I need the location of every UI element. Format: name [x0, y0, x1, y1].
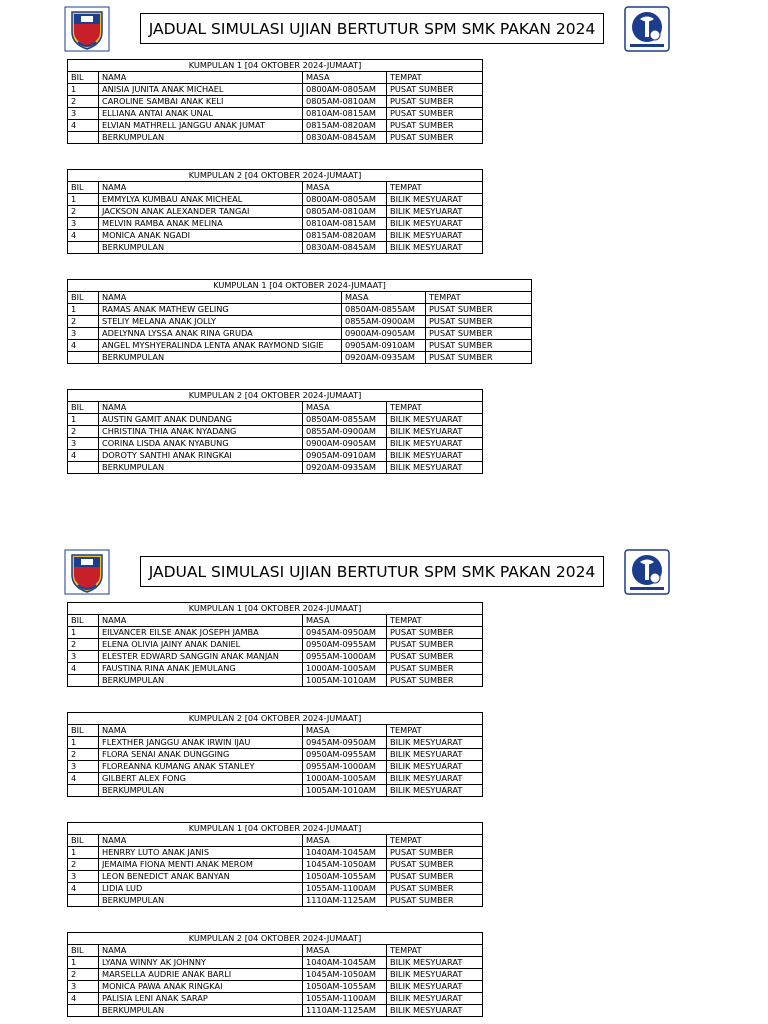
- table-cell: BILIK MESYUARAT: [387, 426, 483, 438]
- table-cell: FLOREANNA KUMANG ANAK STANLEY: [99, 761, 303, 773]
- table-row: [68, 108, 483, 120]
- table-cell: MELVIN RAMBA ANAK MELINA: [99, 218, 303, 230]
- column-header: MASA: [342, 292, 426, 304]
- table-row: [68, 969, 483, 981]
- column-header: NAMA: [99, 725, 303, 737]
- table-cell: PUSAT SUMBER: [387, 132, 483, 144]
- table-row: [68, 663, 483, 675]
- table-cell: PUSAT SUMBER: [387, 663, 483, 675]
- column-header: TEMPAT: [387, 945, 483, 957]
- table-cell: PUSAT SUMBER: [387, 859, 483, 871]
- table-cell: 2: [68, 206, 99, 218]
- table-cell: PUSAT SUMBER: [387, 895, 483, 907]
- table-cell: 0855AM-0900AM: [342, 316, 426, 328]
- table-header-row: [68, 402, 483, 414]
- table-cell: BILIK MESYUARAT: [387, 969, 483, 981]
- table-caption-row: [68, 280, 532, 292]
- table-header-row: [68, 725, 483, 737]
- column-header: TEMPAT: [387, 72, 483, 84]
- table-cell: 1: [68, 627, 99, 639]
- table-row: [68, 981, 483, 993]
- table-cell: 4: [68, 883, 99, 895]
- table-cell: 1000AM-1005AM: [303, 773, 387, 785]
- table-row: [68, 627, 483, 639]
- table-cell: ELESTER EDWARD SANGGIN ANAK MANJAN: [99, 651, 303, 663]
- table-cell: EILVANCER EILSE ANAK JOSEPH JAMBA: [99, 627, 303, 639]
- table-cell: PUSAT SUMBER: [387, 627, 483, 639]
- table-cell: [68, 1005, 99, 1017]
- column-header: BIL: [68, 292, 99, 304]
- table-caption: KUMPULAN 1 [04 OKTOBER 2024-JUMAAT]: [68, 60, 483, 72]
- table-caption-row: [68, 390, 483, 402]
- schedule-table: [67, 602, 483, 687]
- table-row: [68, 316, 532, 328]
- table-caption-row: [68, 933, 483, 945]
- table-cell: 1: [68, 84, 99, 96]
- table-cell: 0830AM-0845AM: [303, 132, 387, 144]
- table-cell: 0950AM-0955AM: [303, 749, 387, 761]
- table-cell: [68, 462, 99, 474]
- table-cell: 0950AM-0955AM: [303, 639, 387, 651]
- table-cell: EMMYLYA KUMBAU ANAK MICHEAL: [99, 194, 303, 206]
- table-cell: 4: [68, 450, 99, 462]
- table-cell: BILIK MESYUARAT: [387, 206, 483, 218]
- table-cell: BERKUMPULAN: [99, 675, 303, 687]
- table-cell: CHRISTINA THIA ANAK NYADANG: [99, 426, 303, 438]
- table-caption-row: [68, 60, 483, 72]
- table-row: [68, 206, 483, 218]
- table-cell: PUSAT SUMBER: [426, 316, 532, 328]
- table-row: [68, 737, 483, 749]
- column-header: TEMPAT: [426, 292, 532, 304]
- table-cell: 1005AM-1010AM: [303, 675, 387, 687]
- table-cell: JEMAIMA FIONA MENTI ANAK MEROM: [99, 859, 303, 871]
- table-caption: KUMPULAN 2 [04 OKTOBER 2024-JUMAAT]: [68, 170, 483, 182]
- column-header: BIL: [68, 945, 99, 957]
- table-cell: CORINA LISDA ANAK NYABUNG: [99, 438, 303, 450]
- table-cell: BERKUMPULAN: [99, 895, 303, 907]
- table-cell: 3: [68, 438, 99, 450]
- table-cell: BERKUMPULAN: [99, 352, 342, 364]
- table-cell: 2: [68, 96, 99, 108]
- column-header: BIL: [68, 182, 99, 194]
- table-cell: BILIK MESYUARAT: [387, 462, 483, 474]
- table-cell: BILIK MESYUARAT: [387, 1005, 483, 1017]
- table-cell: BILIK MESYUARAT: [387, 761, 483, 773]
- table-caption: KUMPULAN 1 [04 OKTOBER 2024-JUMAAT]: [68, 280, 532, 292]
- table-cell: 3: [68, 218, 99, 230]
- table-cell: PUSAT SUMBER: [387, 96, 483, 108]
- table-row: [68, 438, 483, 450]
- table-cell: 0800AM-0805AM: [303, 194, 387, 206]
- table-cell: HENRRY LUTO ANAK JANIS: [99, 847, 303, 859]
- table-cell: ELLIANA ANTAI ANAK UNAL: [99, 108, 303, 120]
- table-cell: ELVIAN MATHRELL JANGGU ANAK JUMAT: [99, 120, 303, 132]
- table-cell: 0905AM-0910AM: [342, 340, 426, 352]
- table-row: [68, 328, 532, 340]
- schedule-table: [67, 932, 483, 1017]
- table-cell: MONICA PAWA ANAK RINGKAI: [99, 981, 303, 993]
- table-cell: BILIK MESYUARAT: [387, 242, 483, 254]
- table-header-row: [68, 615, 483, 627]
- table-cell: 2: [68, 316, 99, 328]
- table-cell: 1000AM-1005AM: [303, 663, 387, 675]
- table-cell: PUSAT SUMBER: [426, 352, 532, 364]
- table-row: [68, 993, 483, 1005]
- table-row: [68, 352, 532, 364]
- table-cell: 1040AM-1045AM: [303, 957, 387, 969]
- schedule-table: [67, 169, 483, 254]
- column-header: BIL: [68, 725, 99, 737]
- table-cell: 0955AM-1000AM: [303, 761, 387, 773]
- table-row: [68, 871, 483, 883]
- column-header: MASA: [303, 835, 387, 847]
- table-cell: PUSAT SUMBER: [426, 340, 532, 352]
- table-cell: BERKUMPULAN: [99, 132, 303, 144]
- column-header: NAMA: [99, 945, 303, 957]
- page-title: [140, 13, 604, 44]
- column-header: TEMPAT: [387, 725, 483, 737]
- table-row: [68, 84, 483, 96]
- table-cell: BILIK MESYUARAT: [387, 737, 483, 749]
- table-cell: 0945AM-0950AM: [303, 737, 387, 749]
- table-cell: AUSTIN GAMIT ANAK DUNDANG: [99, 414, 303, 426]
- table-cell: ADELYNNA LYSSA ANAK RINA GRUDA: [99, 328, 342, 340]
- table-cell: BILIK MESYUARAT: [387, 749, 483, 761]
- table-cell: 0900AM-0905AM: [303, 438, 387, 450]
- table-cell: 1: [68, 957, 99, 969]
- column-header: BIL: [68, 402, 99, 414]
- table-row: [68, 639, 483, 651]
- table-cell: 3: [68, 761, 99, 773]
- table-row: [68, 957, 483, 969]
- table-cell: [68, 242, 99, 254]
- column-header: TEMPAT: [387, 835, 483, 847]
- table-row: [68, 883, 483, 895]
- table-cell: 3: [68, 871, 99, 883]
- table-row: [68, 675, 483, 687]
- table-cell: PUSAT SUMBER: [387, 84, 483, 96]
- table-row: [68, 304, 532, 316]
- column-header: MASA: [303, 945, 387, 957]
- table-cell: PUSAT SUMBER: [387, 871, 483, 883]
- table-cell: 2: [68, 969, 99, 981]
- table-cell: 1045AM-1050AM: [303, 859, 387, 871]
- table-cell: 1045AM-1050AM: [303, 969, 387, 981]
- column-header: BIL: [68, 615, 99, 627]
- table-cell: PUSAT SUMBER: [387, 883, 483, 895]
- column-header: NAMA: [99, 835, 303, 847]
- table-cell: GILBERT ALEX FONG: [99, 773, 303, 785]
- column-header: BIL: [68, 72, 99, 84]
- table-cell: 1040AM-1045AM: [303, 847, 387, 859]
- table-header-row: [68, 72, 483, 84]
- column-header: MASA: [303, 615, 387, 627]
- table-row: [68, 96, 483, 108]
- table-header-row: [68, 292, 532, 304]
- table-cell: BILIK MESYUARAT: [387, 981, 483, 993]
- table-cell: 2: [68, 859, 99, 871]
- table-row: [68, 242, 483, 254]
- table-cell: 0815AM-0820AM: [303, 230, 387, 242]
- table-caption: KUMPULAN 2 [04 OKTOBER 2024-JUMAAT]: [68, 390, 483, 402]
- table-cell: 0850AM-0855AM: [303, 414, 387, 426]
- table-cell: 3: [68, 328, 99, 340]
- schedule-table: [67, 712, 483, 797]
- table-cell: BILIK MESYUARAT: [387, 230, 483, 242]
- schedule-table: [67, 389, 483, 474]
- table-cell: JACKSON ANAK ALEXANDER TANGAI: [99, 206, 303, 218]
- table-cell: MONICA ANAK NGADI: [99, 230, 303, 242]
- table-cell: 0830AM-0845AM: [303, 242, 387, 254]
- table-cell: 0920AM-0935AM: [303, 462, 387, 474]
- column-header: TEMPAT: [387, 615, 483, 627]
- table-cell: BILIK MESYUARAT: [387, 993, 483, 1005]
- table-cell: FLORA SENAI ANAK DUNGGING: [99, 749, 303, 761]
- table-cell: 4: [68, 230, 99, 242]
- table-header-row: [68, 182, 483, 194]
- table-caption: KUMPULAN 2 [04 OKTOBER 2024-JUMAAT]: [68, 713, 483, 725]
- table-row: [68, 230, 483, 242]
- table-cell: [68, 785, 99, 797]
- table-cell: BERKUMPULAN: [99, 242, 303, 254]
- table-cell: 1110AM-1125AM: [303, 895, 387, 907]
- table-row: [68, 218, 483, 230]
- school-crest-icon: [64, 6, 110, 52]
- table-cell: [68, 352, 99, 364]
- table-row: [68, 120, 483, 132]
- table-cell: PUSAT SUMBER: [387, 675, 483, 687]
- table-cell: ELENA OLIVIA JAINY ANAK DANIEL: [99, 639, 303, 651]
- table-cell: PUSAT SUMBER: [387, 651, 483, 663]
- column-header: NAMA: [99, 182, 303, 194]
- table-cell: PUSAT SUMBER: [387, 108, 483, 120]
- table-row: [68, 450, 483, 462]
- table-row: [68, 340, 532, 352]
- table-cell: 3: [68, 981, 99, 993]
- table-cell: 4: [68, 993, 99, 1005]
- table-header-row: [68, 945, 483, 957]
- table-row: [68, 761, 483, 773]
- table-cell: FAUSTINA RINA ANAK JEMULANG: [99, 663, 303, 675]
- table-cell: ANISIA JUNITA ANAK MICHAEL: [99, 84, 303, 96]
- table-row: [68, 426, 483, 438]
- column-header: NAMA: [99, 72, 303, 84]
- table-cell: 0905AM-0910AM: [303, 450, 387, 462]
- table-cell: BILIK MESYUARAT: [387, 414, 483, 426]
- table-cell: BERKUMPULAN: [99, 1005, 303, 1017]
- table-cell: LYANA WINNY AK JOHNNY: [99, 957, 303, 969]
- table-caption-row: [68, 713, 483, 725]
- column-header: TEMPAT: [387, 402, 483, 414]
- table-cell: 0900AM-0905AM: [342, 328, 426, 340]
- schedule-table: [67, 279, 532, 364]
- table-cell: 0945AM-0950AM: [303, 627, 387, 639]
- column-header: MASA: [303, 182, 387, 194]
- table-cell: CAROLINE SAMBAI ANAK KELI: [99, 96, 303, 108]
- table-row: [68, 132, 483, 144]
- page-title-text: JADUAL SIMULASI UJIAN BERTUTUR SPM SMK PAKAN 2024: [148, 562, 596, 581]
- table-cell: BILIK MESYUARAT: [387, 450, 483, 462]
- table-cell: ANGEL MYSHYERALINDA LENTA ANAK RAYMOND SIGIE: [99, 340, 342, 352]
- schedule-table: [67, 59, 483, 144]
- table-caption-row: [68, 170, 483, 182]
- table-cell: RAMAS ANAK MATHEW GELING: [99, 304, 342, 316]
- table-cell: 1: [68, 847, 99, 859]
- school-crest-icon: [64, 549, 110, 595]
- table-cell: BILIK MESYUARAT: [387, 785, 483, 797]
- ministry-logo-icon: [624, 6, 670, 52]
- table-row: [68, 194, 483, 206]
- table-caption: KUMPULAN 1 [04 OKTOBER 2024-JUMAAT]: [68, 603, 483, 615]
- table-caption: KUMPULAN 2 [04 OKTOBER 2024-JUMAAT]: [68, 933, 483, 945]
- table-cell: 0800AM-0805AM: [303, 84, 387, 96]
- table-cell: [68, 675, 99, 687]
- table-cell: 0815AM-0820AM: [303, 120, 387, 132]
- table-caption-row: [68, 823, 483, 835]
- table-row: [68, 1005, 483, 1017]
- table-cell: FLEXTHER JANGGU ANAK IRWIN IJAU: [99, 737, 303, 749]
- table-cell: 1050AM-1055AM: [303, 871, 387, 883]
- table-cell: 0805AM-0810AM: [303, 96, 387, 108]
- table-cell: PUSAT SUMBER: [387, 847, 483, 859]
- table-cell: 2: [68, 639, 99, 651]
- table-cell: 4: [68, 663, 99, 675]
- table-cell: 0850AM-0855AM: [342, 304, 426, 316]
- table-cell: 4: [68, 773, 99, 785]
- table-cell: 1: [68, 414, 99, 426]
- table-row: [68, 414, 483, 426]
- table-cell: 0955AM-1000AM: [303, 651, 387, 663]
- table-cell: PUSAT SUMBER: [387, 639, 483, 651]
- table-cell: 3: [68, 651, 99, 663]
- table-cell: BERKUMPULAN: [99, 462, 303, 474]
- table-cell: LIDIA LUD: [99, 883, 303, 895]
- table-cell: 1005AM-1010AM: [303, 785, 387, 797]
- table-cell: 0920AM-0935AM: [342, 352, 426, 364]
- table-caption-row: [68, 603, 483, 615]
- table-cell: 1050AM-1055AM: [303, 981, 387, 993]
- table-row: [68, 895, 483, 907]
- schedule-table: [67, 822, 483, 907]
- page-title: [140, 556, 604, 587]
- table-cell: 4: [68, 340, 99, 352]
- table-cell: 1: [68, 737, 99, 749]
- column-header: MASA: [303, 72, 387, 84]
- table-cell: [68, 132, 99, 144]
- table-row: [68, 462, 483, 474]
- table-cell: MARSELLA AUDRIE ANAK BARLI: [99, 969, 303, 981]
- table-cell: 1: [68, 304, 99, 316]
- page-title-text: JADUAL SIMULASI UJIAN BERTUTUR SPM SMK PAKAN 2024: [148, 19, 596, 38]
- table-cell: LEON BENEDICT ANAK BANYAN: [99, 871, 303, 883]
- table-cell: PALISIA LENI ANAK SARAP: [99, 993, 303, 1005]
- column-header: BIL: [68, 835, 99, 847]
- table-cell: 0810AM-0815AM: [303, 108, 387, 120]
- table-cell: [68, 895, 99, 907]
- table-row: [68, 773, 483, 785]
- table-cell: 0855AM-0900AM: [303, 426, 387, 438]
- table-cell: 4: [68, 120, 99, 132]
- table-cell: 1055AM-1100AM: [303, 883, 387, 895]
- table-row: [68, 847, 483, 859]
- table-row: [68, 859, 483, 871]
- table-cell: PUSAT SUMBER: [426, 328, 532, 340]
- table-row: [68, 785, 483, 797]
- table-cell: 1055AM-1100AM: [303, 993, 387, 1005]
- table-cell: 0810AM-0815AM: [303, 218, 387, 230]
- table-cell: PUSAT SUMBER: [426, 304, 532, 316]
- table-row: [68, 749, 483, 761]
- table-cell: STELIY MELANA ANAK JOLLY: [99, 316, 342, 328]
- table-cell: 0805AM-0810AM: [303, 206, 387, 218]
- table-cell: BERKUMPULAN: [99, 785, 303, 797]
- table-cell: PUSAT SUMBER: [387, 120, 483, 132]
- table-cell: BILIK MESYUARAT: [387, 438, 483, 450]
- table-cell: 2: [68, 426, 99, 438]
- table-cell: BILIK MESYUARAT: [387, 773, 483, 785]
- column-header: NAMA: [99, 292, 342, 304]
- table-cell: BILIK MESYUARAT: [387, 194, 483, 206]
- table-header-row: [68, 835, 483, 847]
- table-cell: 1: [68, 194, 99, 206]
- table-cell: BILIK MESYUARAT: [387, 957, 483, 969]
- column-header: NAMA: [99, 615, 303, 627]
- column-header: NAMA: [99, 402, 303, 414]
- table-cell: DOROTY SANTHI ANAK RINGKAI: [99, 450, 303, 462]
- table-cell: 3: [68, 108, 99, 120]
- table-cell: BILIK MESYUARAT: [387, 218, 483, 230]
- table-row: [68, 651, 483, 663]
- table-cell: 2: [68, 749, 99, 761]
- column-header: MASA: [303, 725, 387, 737]
- ministry-logo-icon: [624, 549, 670, 595]
- column-header: MASA: [303, 402, 387, 414]
- table-cell: 1110AM-1125AM: [303, 1005, 387, 1017]
- column-header: TEMPAT: [387, 182, 483, 194]
- table-caption: KUMPULAN 1 [04 OKTOBER 2024-JUMAAT]: [68, 823, 483, 835]
